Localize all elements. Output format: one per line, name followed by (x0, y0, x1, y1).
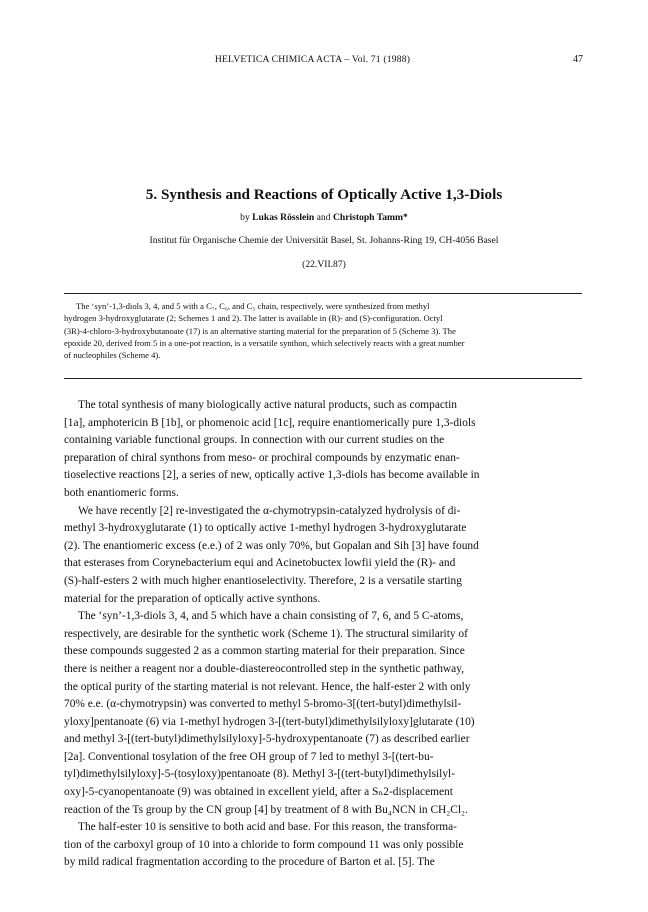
journal-header: HELVETICA CHIMICA ACTA – Vol. 71 (1988) (214, 54, 411, 65)
body-line: methyl 3-hydroxyglutarate (1) to optically active 1-methyl hydrogen 3-hydroxyglutarate (64, 522, 467, 535)
byline-and: and (316, 212, 331, 223)
body-line: The ‘syn’-1,3-diols 3, 4, and 5 which have a chain consisting of 7, 6, and 5 C-atoms, (78, 610, 464, 623)
author-name: Lukas Rösslein (252, 212, 315, 223)
body-line: material for the preparation of optically active synthons. (64, 592, 321, 605)
received-date: (22.VII.87) (302, 259, 346, 270)
abstract-line: The ‘syn’-1,3-diols 3, 4, and 5 with a C₇, C₆, and C₅ chain, respectively, were synthesized from methyl (76, 301, 430, 311)
body-line: both enantiomeric forms. (64, 486, 179, 499)
author-name: Christoph Tamm* (332, 212, 408, 223)
body-line: yloxy]pentanoate (6) via 1-methyl hydrogen 3-[(tert-butyl)dimethylsilyloxy]glutarate (10) (64, 715, 475, 728)
body-line: The half-ester 10 is sensitive to both acid and base. For this reason, the transforma- (78, 821, 457, 834)
abstract-line: of nucleophiles (Scheme 4). (64, 350, 161, 361)
body-text (64, 397, 586, 872)
body-line: preparation of chiral synthons from meso- or prochiral compounds by enzymatic enan- (64, 451, 460, 464)
body-line: by mild radical fragmentation according to the procedure of Barton et al. [5]. The (64, 856, 435, 869)
body-line: and methyl 3-[(tert-butyl)dimethylsilyloxy]-5-hydroxypentanoate (7) as described earlier (64, 733, 470, 746)
abstract-bottom-rule (64, 378, 582, 379)
body-line: tyl)dimethylsilyloxy]-5-(tosyloxy)pentanoate (8). Methyl 3-[(tert-butyl)dimethylsilyl- (64, 768, 455, 781)
body-line: the optical purity of the starting material is not relevant. Hence, the half-ester 2 with only (64, 680, 471, 693)
page-number: 47 (573, 54, 583, 65)
body-line: tioselective reactions [2], a series of new, optically active 1,3-diols has become available in (64, 469, 480, 482)
body-line: (S)-half-esters 2 with much higher enantioselectivity. Therefore, 2 is a versatile starting (64, 574, 462, 587)
body-line: (2). The enantiomeric excess (e.e.) of 2 was only 70%, but Gopalan and Sih [3] have found (64, 539, 479, 552)
body-line: tion of the carboxyl group of 10 into a chloride to form compound 11 was only possible (64, 838, 464, 851)
body-line: containing variable functional groups. In connection with our current studies on the (64, 434, 445, 447)
byline-prefix: by (240, 212, 250, 223)
abstract-top-rule (64, 293, 582, 294)
abstract (64, 300, 582, 361)
running-header (0, 54, 648, 68)
body-line: The total synthesis of many biologically active natural products, such as compactin (78, 399, 457, 411)
body-line: that esterases from Corynebacterium equi and Acinetobuctex lowfii yield the (R)- and (64, 557, 456, 570)
body-line: reaction of the Ts group by the CN group [4] by treatment of 8 with Bu₄NCN in CH₂Cl₂. (64, 803, 468, 816)
body-line: 70% e.e. (α-chymotrypsin) was converted to methyl 5-bromo-3[(tert-butyl)dimethylsil- (64, 698, 462, 711)
byline (60, 212, 588, 223)
body-line: oxy]-5-cyanopentanoate (9) was obtained in excellent yield, after a Sₙ2-displacement (64, 786, 453, 799)
body-line: [1a], amphotericin B [1b], or phomenoic acid [1c], require enantiomerically pure 1,3-diols (64, 416, 476, 429)
body-line: there is neither a reagent nor a double-diastereocontrolled step in the synthetic pathway, (64, 662, 465, 675)
abstract-line: hydrogen 3-hydroxyglutarate (2; Schemes 1 and 2). The latter is available in (R)- and (S)-configuration. Octyl (64, 313, 443, 324)
abstract-line: (3R)-4-chloro-3-hydroxybutanoate (17) is an alternative starting material for the preparation of 5 (Scheme 3). The (64, 325, 456, 336)
affiliation: Institut für Organische Chemie der Universität Basel, St. Johanns-Ring 19, CH-4056 Basel (149, 235, 499, 246)
abstract-line: epoxide 20, derived from 5 in a one-pot reaction, is a versatile synthon, which selectively reacts with a great number (64, 337, 465, 348)
body-line: We have recently [2] re-investigated the α-chymotrypsin-catalyzed hydrolysis of di- (78, 504, 461, 517)
article-title: 5. Synthesis and Reactions of Optically Active 1,3-Diols (145, 186, 503, 203)
body-line: these compounds suggested 2 as a common starting material for their preparation. Since (64, 645, 465, 658)
body-line: respectively, are desirable for the synthetic work (Scheme 1). The structural similarity of (64, 627, 468, 640)
body-line: [2a]. Conventional tosylation of the free OH group of 7 led to methyl 3-[(tert-bu- (64, 750, 434, 763)
